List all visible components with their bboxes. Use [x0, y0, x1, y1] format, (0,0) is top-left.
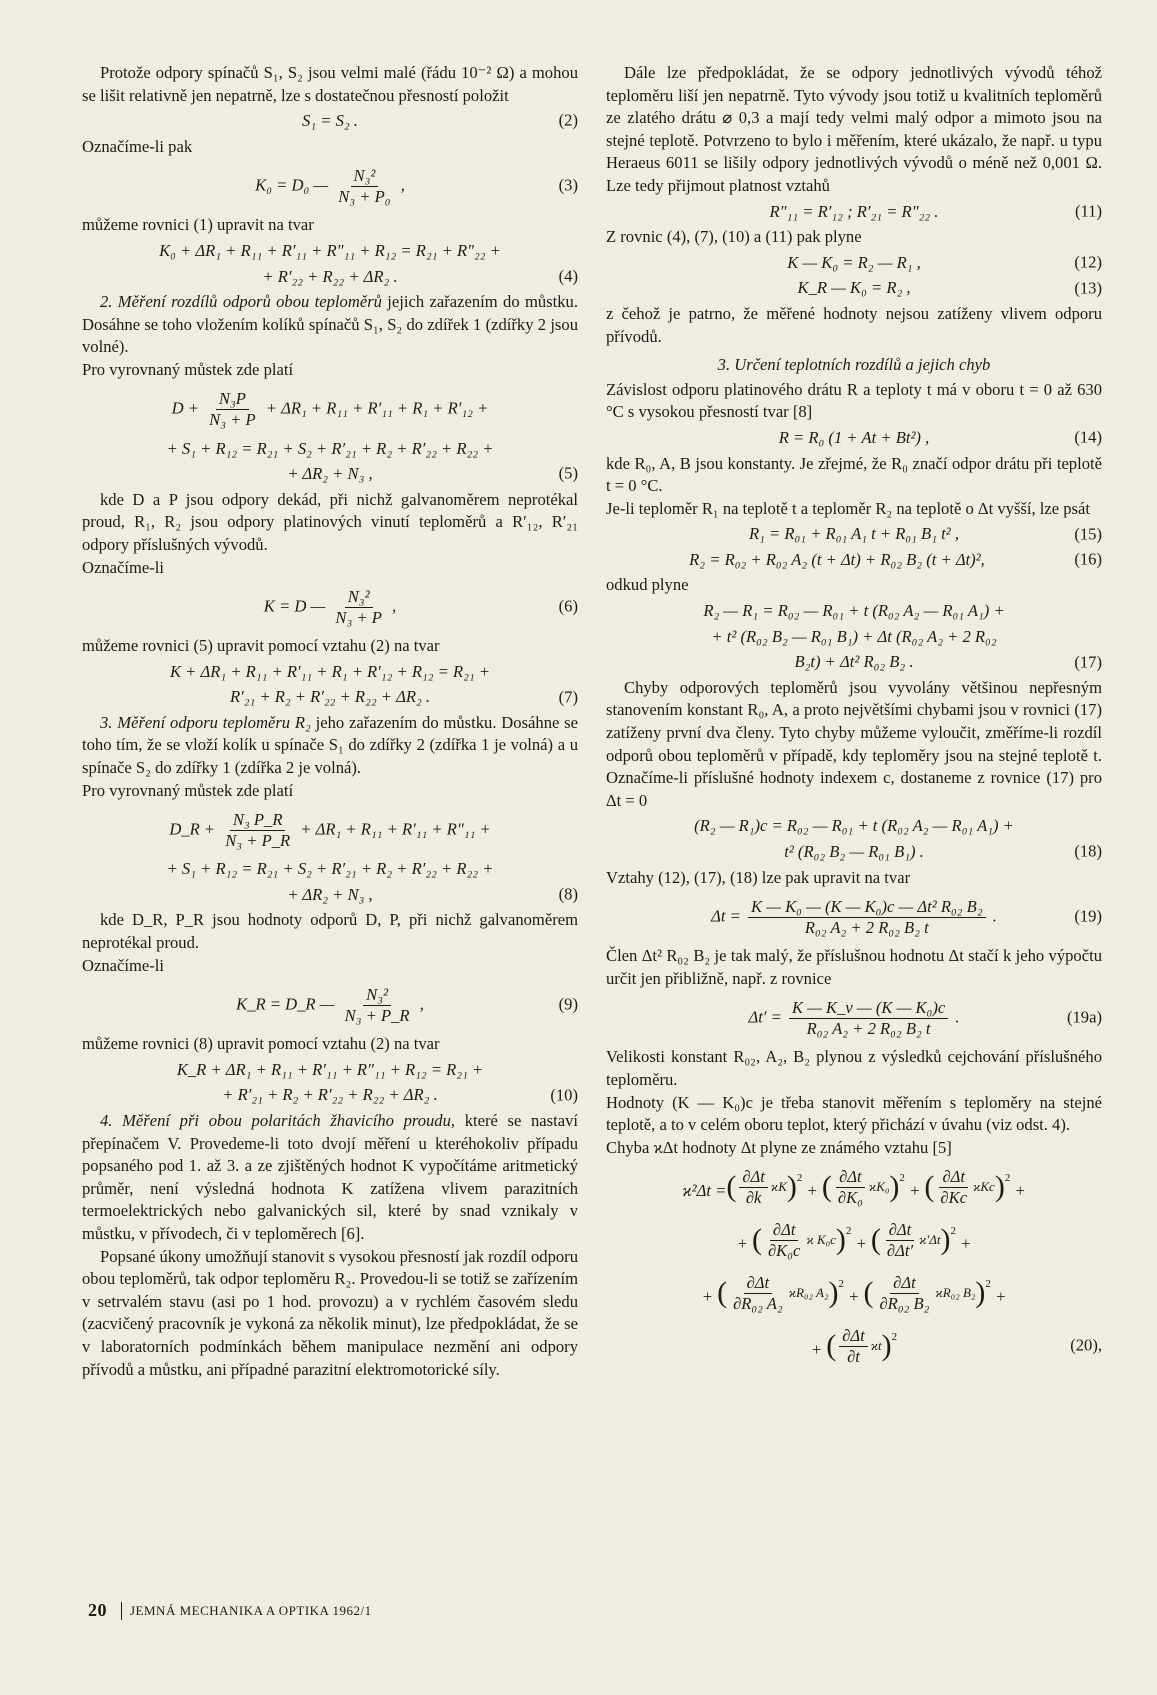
- equation-8-line1: D_R + $\frac{\text{N₃ P\_R}}{\text{N₃ + P\_R}}$ + ΔR₁ + R₁₁ + R′₁₁ + R″₁₁ +: [169, 809, 491, 850]
- equation-number: (2): [558, 111, 578, 131]
- paragraph: Pro vyrovnaný můstek zde platí: [82, 780, 294, 800]
- paragraph: Hodnoty (K — K₀)c je třeba stanovit měřením s teploměry na stejné teplotě, a to v celém oboru teplot, který přichází v úvahu (viz odst. 4).: [606, 1092, 1102, 1135]
- equation-4-line2: + R′₂₂ + R₂₂ + ΔR₂ . (4): [82, 266, 578, 289]
- paragraph: Označíme-li pak: [82, 136, 193, 156]
- equation-10-line2: + R′₂₁ + R₂ + R′₂₂ + R₂₂ + ΔR₂ . (10): [82, 1084, 578, 1107]
- equation-number: (11): [1074, 201, 1102, 221]
- equation-9: K_R = D_R — $\frac{\text{N₃²}}{\text{N₃ + P\_R}}$ , (9): [236, 984, 578, 1025]
- paragraph: Je-li teploměr R₁ na teplotě t a teploměr R₂ na teplotě o Δt vyšší, lze psát: [606, 498, 1090, 518]
- section-heading: 2. Měření rozdílů odporů obou teploměrů: [100, 292, 382, 312]
- paragraph: Člen Δt² R₀₂ B₂ je tak malý, že příslušnou hodnotu Δt stačí k jeho výpočtu určit jen přibližně, např. z rovnice: [606, 946, 1102, 988]
- operator: +: [802, 1181, 822, 1201]
- operator: +: [701, 1287, 718, 1307]
- equation-14: R = R₀ (1 + At + Bt²) , (14): [606, 427, 1102, 450]
- operator: +: [1010, 1181, 1026, 1201]
- equation-number: (9): [558, 994, 578, 1014]
- fraction: $\frac{\text{N₃²}}{\text{N₃ + P₀}}$: [338, 165, 391, 206]
- fraction: $\frac{\text{N₃²}}{\text{N₃ + P\_R}}$: [344, 984, 410, 1025]
- paragraph: Popsané úkony umožňují stanovit s vysokou přesností jak rozdíl odporu obou teploměrů, tak odpor teploměru R₂. Provedou-li se totiž se zařízením v setrvalém stavu (asi po 1 hod. provozu) a v rychlém časovém sledu (zacvičený pracovník je vykoná za několik minut), lze předpokládat, že se v laboratorních podmínkách během manipulace nezmění ani odpory přívodů a můstku, ani případné parazitní elektromotorické síly.: [82, 1246, 578, 1379]
- left-column: [82, 62, 578, 1381]
- equation-20-terms: [701, 1272, 1007, 1313]
- paragraph: kde D a P jsou odpory dekád, při nichž galvanoměrem neprotékal proud, R₁, R₂ jsou odpory platinových vinutí teploměrů a R′₁₂, R′₂₁ odpory příslušných vývodů.: [82, 489, 578, 554]
- equation-4-line1: K₀ + ΔR₁ + R₁₁ + R′₁₁ + R″₁₁ + R₁₂ = R₂₁ + R″₂₂ +: [159, 240, 501, 260]
- operator: +: [956, 1234, 972, 1254]
- equation-17-line3: B₂t) + Δt² R₀₂ B₂ . (17): [606, 651, 1102, 674]
- equation-18-line1: (R₂ — R₁)c = R₀₂ — R₀₁ + t (R₀₂ A₂ — R₀₁ A₁) +: [694, 816, 1014, 836]
- equation-number: (3): [558, 176, 578, 196]
- equation-number: (20),: [1070, 1336, 1102, 1356]
- derivative-term: ( $\frac{\partial\Delta t}{\partial k}$ ϰK ) $^2$: [726, 1166, 803, 1207]
- fraction: $\frac{\text{N₃P}}{\text{N₃ + P}}$: [209, 389, 256, 430]
- equation-7-line1: K + ΔR₁ + R₁₁ + R′₁₁ + R₁ + R′₁₂ + R₁₂ = R₂₁ +: [169, 661, 491, 681]
- equation-20-line4: [606, 1321, 1102, 1371]
- equation-17-line2: + t² (R₀₂ B₂ — R₀₁ B₁) + Δt (R₀₂ A₂ + 2 R₀₂: [711, 626, 997, 646]
- paragraph: Protože odpory spínačů S₁, S₂ jsou velmi malé (řádu 10⁻² Ω) a mohou se lišit relativně jen nepatrně, lze s dostatečnou přesností položit: [82, 63, 578, 105]
- paragraph: 4. Měření při obou polaritách žhavicího proudu, které se nastaví přepínačem V. Provedeme-li toto dvojí měření u kteréhokoliv případu popsaného pod 1. až 3. a ze zjištěných hodnot K vypočítáme aritmetický průměr, není výsledná hodnota K zatížena vlivem parazitních termoelektrických nebo galvanických sil, které by snad vznikaly v můstku, v přívodech, či v teploměrech [6].: [82, 1111, 578, 1243]
- paragraph: z čehož je patrno, že měřené hodnoty nejsou zatíženy vlivem odporu přívodů.: [606, 303, 1102, 346]
- equation-6: K = D — $\frac{\text{N₃²}}{\text{N₃ + P}}$ , (6): [263, 586, 578, 627]
- equation-number: (19): [1074, 906, 1102, 926]
- operator: +: [851, 1234, 871, 1254]
- derivative-term: ( $\frac{\partial\Delta t}{\text{∂R₀₂ A₂}}$ ϰR₀₂ A₂ ) $^2$: [717, 1272, 844, 1313]
- equation-17-line1: R₂ — R₁ = R₀₂ — R₀₁ + t (R₀₂ A₂ — R₀₁ A₁) +: [703, 601, 1005, 621]
- paragraph: můžeme rovnici (5) upravit pomocí vztahu (2) na tvar: [82, 636, 440, 656]
- derivative-term: ( $\frac{\partial\Delta t}{\text{∂K₀}}$ ϰK₀ ) $^2$: [821, 1166, 905, 1207]
- right-column: [606, 62, 1102, 1374]
- fraction: $\frac{\text{N₃²}}{\text{N₃ + P}}$: [335, 586, 382, 627]
- operator: +: [990, 1287, 1007, 1307]
- paragraph: Z rovnic (4), (7), (10) a (11) pak plyne: [606, 227, 862, 247]
- equation-3: K₀ = D₀ — $\frac{\text{N₃²}}{\text{N₃ + P₀}}$ , (3): [255, 165, 578, 206]
- equation-5-line1: D + $\frac{\text{N₃P}}{\text{N₃ + P}}$ + ΔR₁ + R₁₁ + R′₁₁ + R₁ + R′₁₂ +: [171, 389, 489, 430]
- page-footer: [88, 1600, 372, 1621]
- paragraph: můžeme rovnici (1) upravit na tvar: [82, 215, 314, 235]
- equation-19: Δt = $\frac{\text{K — K₀ — (K — K₀)c — Δt² R₀₂ B₂}}{\text{R₀₂ A₂ + 2 R₀₂ B₂ t}}$ . (19): [711, 896, 1102, 937]
- equation-20-terms: [810, 1325, 898, 1366]
- section-title: 3. Určení teplotních rozdílů a jejich chyb: [717, 355, 991, 375]
- paragraph: Velikosti konstant R₀₂, A₂, B₂ plynou z výsledků cejchování příslušného teploměru.: [606, 1047, 1102, 1089]
- derivative-term: ( $\frac{\partial\Delta t}{\text{∂R₀₂ B₂}}$ ϰR₀₂ B₂ ) $^2$: [863, 1272, 991, 1313]
- paragraph: Vztahy (12), (17), (18) lze pak upravit na tvar: [606, 867, 911, 887]
- paragraph: Závislost odporu platinového drátu R a teploty t má v oboru t = 0 až 630 °C s vysokou přesností tvar [8]: [606, 379, 1102, 422]
- derivative-term: ( $\frac{\partial\Delta t}{\text{∂K₀c}}$ ϰ K₀c ) $^2$: [751, 1219, 852, 1260]
- equation-20-line3: [606, 1268, 1102, 1318]
- equation-11: R″₁₁ = R′₁₂ ; R′₂₁ = R″₂₂ . (11): [606, 201, 1102, 224]
- equation-number: (6): [558, 596, 578, 616]
- equation-5-line2: + S₁ + R₁₂ = R₂₁ + S₂ + R′₂₁ + R₂ + R′₂₂ + R₂₂ +: [166, 438, 494, 458]
- equation-number: (14): [1074, 427, 1102, 447]
- operator: +: [904, 1181, 925, 1201]
- operator: +: [810, 1340, 827, 1360]
- paragraph: Chyba ϰΔt hodnoty Δt plyne ze známého vztahu [5]: [606, 1137, 952, 1157]
- equation-12: K — K₀ = R₂ — R₁ , (12): [606, 252, 1102, 275]
- section-heading: 4. Měření při obou polaritách žhavicího proudu,: [100, 1111, 456, 1130]
- paragraph: Chyby odporových teploměrů jsou vyvolány většinou nepřesným stanovením konstant R₀, A, a proto největšími chybami jsou v rovnici (17) zatíženy první dva členy. Tyto chyby můžeme vyloučit, změříme-li rozdíl odporů obou teploměrů v případě, kdy teploměry jsou na stejné teplotě t. Označíme-li příslušné hodnoty indexem c, dostaneme z rovnice (17) pro Δt = 0: [606, 677, 1102, 810]
- paragraph: můžeme rovnici (8) upravit pomocí vztahu (2) na tvar: [82, 1034, 440, 1054]
- equation-5-line3: + ΔR₂ + N₃ , (5): [82, 463, 578, 486]
- equation-number: (8): [558, 884, 578, 904]
- equation-20-line2: [606, 1215, 1102, 1265]
- derivative-term: ( $\frac{\partial\Delta t}{\partial t}$ ϰt ) $^2$: [826, 1325, 898, 1366]
- equation-10-line1: K_R + ΔR₁ + R₁₁ + R′₁₁ + R″₁₁ + R₁₂ = R₂₁ +: [176, 1059, 484, 1079]
- equation-16: R₂ = R₀₂ + R₀₂ A₂ (t + Δt) + R₀₂ B₂ (t + Δt)², (16): [606, 549, 1102, 572]
- footer-divider: [121, 1602, 122, 1620]
- equation-18-line2: t² (R₀₂ B₂ — R₀₁ B₁) . (18): [606, 841, 1102, 864]
- equation-number: (16): [1074, 549, 1102, 569]
- paragraph: kde R₀, A, B jsou konstanty. Je zřejmé, že R₀ značí odpor drátu při teplotě t = 0 °C.: [606, 453, 1102, 496]
- equation-15: R₁ = R₀₁ + R₀₁ A₁ t + R₀₁ B₁ t² , (15): [606, 523, 1102, 546]
- equation-number: (17): [1074, 652, 1102, 672]
- paragraph: odkud plyne: [606, 575, 689, 595]
- equation-number: (7): [558, 687, 578, 707]
- equation-8-line2: + S₁ + R₁₂ = R₂₁ + S₂ + R′₂₁ + R₂ + R′₂₂ + R₂₂ +: [166, 859, 494, 879]
- derivative-term: ( $\frac{\partial\Delta t}{\partial Kc}$ ϰKc ) $^2$: [924, 1166, 1011, 1207]
- paragraph: Dále lze předpokládat, že se odpory jednotlivých vývodů téhož teploměru liší jen nepatrně. Tyto vývody jsou totiž u kvalitních teploměrů ze zlatého drátu ⌀ 0,3 a mají tedy velmi malý odpor a mimoto jsou na stejné teplotě. Potvrzeno to bylo i měřením, které ukázalo, že např. u typu Heraeus 6011 se lišily odpory jednotlivých vývodů o méně než 0,001 Ω. Lze tedy přijmout platnost vztahů: [606, 63, 1102, 195]
- paragraph: kde D_R, P_R jsou hodnoty odporů D, P, při nichž galvanoměrem neprotékal proud.: [82, 910, 578, 953]
- equation-8-line3: + ΔR₂ + N₃ , (8): [82, 884, 578, 907]
- page-number: 20: [88, 1600, 107, 1620]
- equation-19a: Δt′ = $\frac{\text{K — K\_v — (K — K₀)c}}{\text{R₀₂ A₂ + 2 R₀₂ B₂ t}}$ . (19a): [748, 997, 1102, 1038]
- paragraph: Pro vyrovnaný můstek zde platí: [82, 359, 294, 379]
- paragraph: 2. Měření rozdílů odporů obou teploměrů jejich zařazením do můstku. Dosáhne se toho vložením kolíků spínačů S₁, S₂ do zdířek 1 (zdířky 2 jsou volné).: [82, 292, 578, 357]
- equation-20-line1: ϰ²Δt = ( $\frac{\partial\Delta t}{\partial k}$ ϰK ) $^2$ + ( $\frac{\partial\Delta t}{\text{∂K₀}}$ ϰK₀ ) $^2$ + ( $\frac{\partial\Delta t}{\partial Kc}$ ϰKc ) $^2$ +: [682, 1166, 1026, 1207]
- equation-number: (15): [1074, 524, 1102, 544]
- equation-20-terms: [736, 1219, 972, 1260]
- derivative-term: ( $\frac{\partial\Delta t}{\partial\Delta t'}$ ϰ′Δt ) $^2$: [870, 1219, 957, 1260]
- equation-number: (18): [1074, 842, 1102, 861]
- fraction: $\frac{\text{K — K₀ — (K — K₀)c — Δt² R₀₂ B₂}}{\text{R₀₂ A₂ + 2 R₀₂ B₂ t}}$: [748, 897, 986, 938]
- paragraph: Označíme-li: [82, 557, 165, 577]
- section-heading: 3. Měření odporu teploměru R₂: [100, 712, 311, 732]
- equation-number: (13): [1074, 278, 1102, 298]
- equation-number: (19a): [1066, 1008, 1102, 1028]
- operator: +: [843, 1287, 864, 1307]
- journal-name: JEMNÁ MECHANIKA A OPTIKA 1962/1: [130, 1602, 372, 1618]
- equation-number: (10): [550, 1085, 578, 1105]
- equation-13: K_R — K₀ = R₂ , (13): [606, 277, 1102, 300]
- paragraph: Označíme-li: [82, 955, 165, 975]
- fraction: $\frac{\text{K — K\_v — (K — K₀)c}}{\text{R₀₂ A₂ + 2 R₀₂ B₂ t}}$: [789, 998, 948, 1039]
- equation-number: (4): [558, 266, 578, 286]
- fraction: $\frac{\text{N₃ P\_R}}{\text{N₃ + P\_R}}$: [225, 809, 291, 850]
- paragraph: 3. Měření odporu teploměru R₂ jeho zařazením do můstku. Dosáhne se toho tím, že se vloží kolík u spínače S₁ do zdířky 2 (zdířka 1 je volná) a u spínače S₂ do zdířky 1 (zdířka 2 je volná).: [82, 712, 578, 778]
- equation-number: (12): [1074, 252, 1102, 272]
- operator: +: [736, 1234, 752, 1254]
- equation-2: S₁ = S₂ . (2): [82, 110, 578, 133]
- equation-number: (5): [558, 464, 578, 484]
- equation-7-line2: R′₂₁ + R₂ + R′₂₂ + R₂₂ + ΔR₂ . (7): [82, 686, 578, 709]
